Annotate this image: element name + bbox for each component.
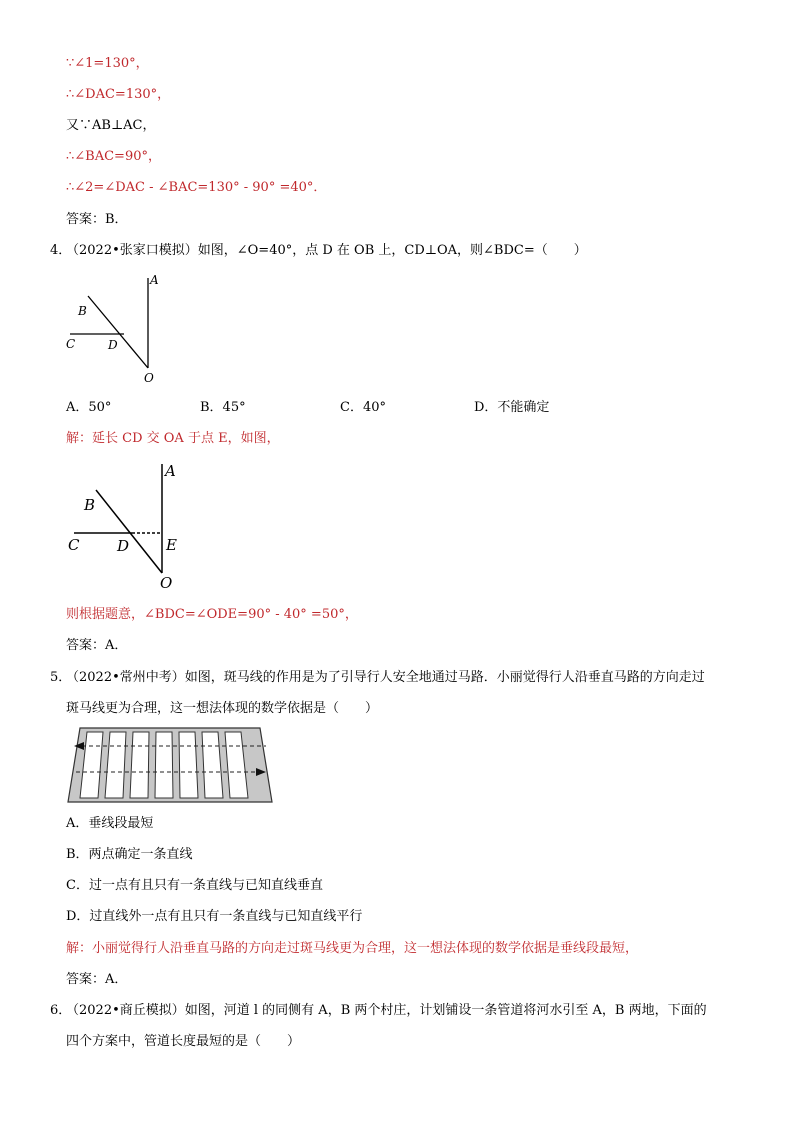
q4-option-b: B．45°	[200, 400, 246, 415]
q3-solution-line-3: 又∵AB⊥AC，	[66, 118, 156, 133]
q4-label-b: B	[78, 304, 87, 318]
q4-label-c: C	[66, 337, 76, 351]
q5-stripe	[179, 732, 198, 798]
q4-label-o: O	[144, 371, 154, 385]
q4-label-d: D	[108, 338, 118, 352]
q4s-label-e: E	[166, 536, 177, 554]
q5-number: 5．	[50, 670, 72, 685]
q5-solution: 解：小丽觉得行人沿垂直马路的方向走过斑马线更为合理，这一想法体现的数学依据是垂线段最短，	[66, 941, 639, 956]
q4s-label-o: O	[160, 574, 173, 592]
q4-question: （2022•张家口模拟）如图，∠O=40°，点 D 在 OB 上，CD⊥OA，则∠BDC=（ ）	[66, 243, 587, 258]
q3-solution-line-5: ∴∠2=∠DAC - ∠BAC=130° - 90° =40°．	[66, 180, 327, 195]
q4-reasoning: 则根据题意，∠BDC=∠ODE=90° - 40° =50°，	[66, 607, 358, 622]
q5-question-line-2: 斑马线更为合理，这一想法体现的数学依据是（ ）	[66, 701, 379, 716]
q5-stripe	[130, 732, 149, 798]
q4-number: 4．	[50, 243, 72, 258]
q4s-label-c: C	[68, 536, 80, 554]
q4-line-ob	[88, 296, 148, 368]
q5-option-d: D．过直线外一点有且只有一条直线与已知直线平行	[66, 909, 363, 924]
q6-question-line-1: （2022•商丘模拟）如图，河道 l 的同侧有 A，B 两个村庄，计划铺设一条管道将河水引至 A，B 两地，下面的	[66, 1003, 707, 1018]
q6-number: 6．	[50, 1003, 72, 1018]
q4-solution-figure	[62, 458, 192, 593]
q4s-label-a: A	[165, 462, 176, 480]
q3-solution-line-1: ∵∠1=130°，	[66, 56, 149, 71]
q5-option-c: C．过一点有且只有一条直线与已知直线垂直	[66, 878, 323, 893]
q5-crosswalk-figure	[66, 724, 276, 806]
q4-option-d: D．不能确定	[474, 400, 550, 415]
q3-solution-line-2: ∴∠DAC=130°，	[66, 87, 171, 102]
q4s-line-ob	[96, 490, 162, 573]
q4-answer: 答案：A．	[66, 638, 128, 653]
q4-solution: 解：延长 CD 交 OA 于点 E，如图，	[66, 431, 280, 446]
q5-answer: 答案：A．	[66, 972, 128, 987]
q4s-label-d: D	[117, 537, 130, 555]
q4-option-a: A．50°	[66, 400, 112, 415]
q5-question-line-1: （2022•常州中考）如图，斑马线的作用是为了引导行人安全地通过马路．小丽觉得行人沿垂直马路的方向走过	[66, 670, 705, 685]
q6-question-line-2: 四个方案中，管道长度最短的是（ ）	[66, 1034, 301, 1049]
q4-figure	[60, 270, 170, 390]
q3-solution-line-4: ∴∠BAC=90°，	[66, 149, 161, 164]
q5-option-a: A．垂线段最短	[66, 816, 154, 831]
q3-answer: 答案：B．	[66, 212, 128, 227]
q4-label-a: A	[150, 273, 159, 287]
q4-option-c: C．40°	[340, 400, 386, 415]
q5-stripe	[155, 732, 173, 798]
q5-option-b: B．两点确定一条直线	[66, 847, 193, 862]
q4s-label-b: B	[84, 496, 96, 514]
